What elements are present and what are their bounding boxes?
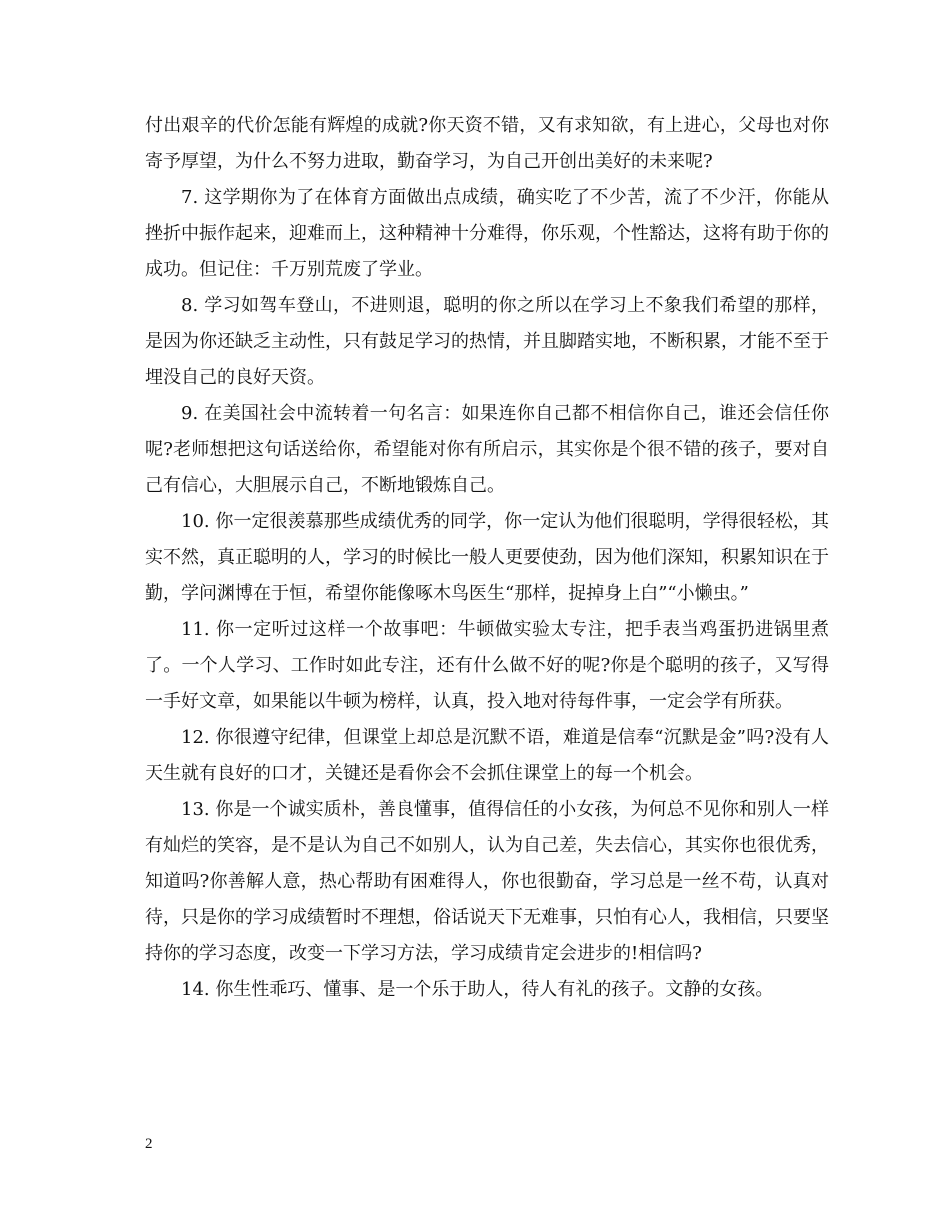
paragraph: 11. 你一定听过这样一个故事吧：牛顿做实验太专注，把手表当鸡蛋扔进锅里煮了。一个人学习、工作时如此专注，还有什么做不好的呢?你是个聪明的孩子，又写得一手好文章，如果能以牛顿为榜样，认真，投入地对待每件事，一定会学有所获。 [145, 619, 829, 712]
paragraph: 付出艰辛的代价怎能有辉煌的成就?你天资不错，又有求知欲，有上进心，父母也对你寄予厚望，为什么不努力进取，勤奋学习，为自己开创出美好的未来呢? [145, 115, 829, 172]
paragraph: 10. 你一定很羡慕那些成绩优秀的同学，你一定认为他们很聪明，学得很轻松，其实不然，真正聪明的人，学习的时候比一般人更要使劲，因为他们深知，积累知识在于勤，学问渊博在于恒，希望你能像啄木鸟医生“那样，捉掉身上白”“小懒虫。” [145, 511, 829, 604]
paragraph: 14. 你生性乖巧、懂事、是一个乐于助人，待人有礼的孩子。文静的女孩。 [181, 979, 774, 1000]
body-text [145, 108, 829, 1008]
paragraph: 7. 这学期你为了在体育方面做出点成绩，确实吃了不少苦，流了不少汗，你能从挫折中振作起来，迎难而上，这种精神十分难得，你乐观，个性豁达，这将有助于你的成功。但记住：千万别荒废了学业。 [145, 187, 829, 280]
paragraph: 8. 学习如驾车登山，不进则退，聪明的你之所以在学习上不象我们希望的那样，是因为你还缺乏主动性，只有鼓足学习的热情，并且脚踏实地，不断积累，才能不至于埋没自己的良好天资。 [145, 295, 829, 388]
paragraph: 13. 你是一个诚实质朴，善良懂事，值得信任的小女孩，为何总不见你和别人一样有灿烂的笑容，是不是认为自己不如别人，认为自己差，失去信心，其实你也很优秀，知道吗?你善解人意，热心帮助有困难得人，你也很勤奋，学习总是一丝不苟，认真对待，只是你的学习成绩暂时不理想，俗话说天下无难事，只怕有心人，我相信，只要坚持你的学习态度，改变一下学习方法，学习成绩肯定会进步的!相信吗? [145, 799, 829, 964]
paragraph: 9. 在美国社会中流转着一句名言：如果连你自己都不相信你自己，谁还会信任你呢?老师想把这句话送给你，希望能对你有所启示，其实你是个很不错的孩子，要对自己有信心，大胆展示自己，不断地锻炼自己。 [145, 403, 829, 496]
paragraph: 12. 你很遵守纪律，但课堂上却总是沉默不语，难道是信奉“沉默是金”吗?没有人天生就有良好的口才，关键还是看你会不会抓住课堂上的每一个机会。 [145, 727, 829, 784]
page-number: 2 [145, 1136, 153, 1152]
